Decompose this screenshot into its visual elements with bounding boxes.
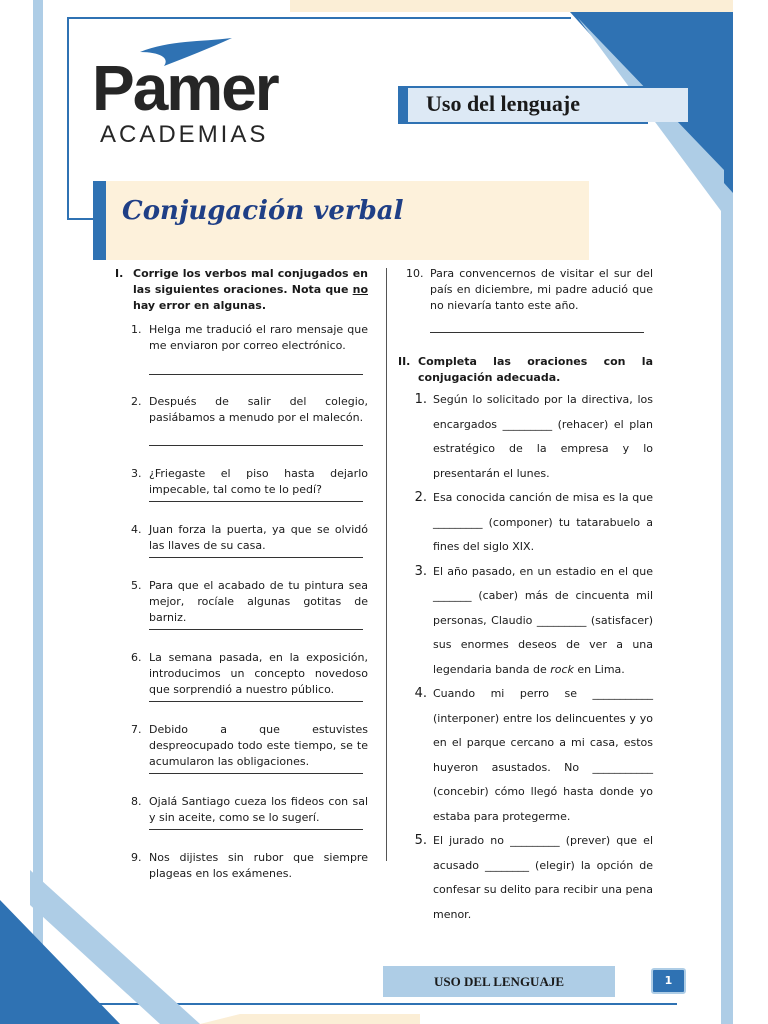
logo-wordmark: Pamer [92,52,278,124]
exercise-item: 7. Debido a que estuvistes despreocupado todo este tiempo, se te acumularon las obligaciones. [131,723,368,768]
exercise-item: 5. Para que el acabado de tu pintura sea mejor, rocíale algunas gotitas de barniz. [131,579,368,624]
exercise-item: 3. ¿Friegaste el piso hasta dejarlo impecable, tal como te lo pedí? [131,467,368,496]
bottom-decorative-band [200,1014,420,1024]
section-1-heading [115,266,368,314]
exercise-item: 10. Para convencernos de visitar el sur del país en diciembre, mi padre adució que no nievaría tanto este año. [406,267,653,312]
page-title: Conjugación verbal [122,196,404,226]
logo-tagline: ACADEMIAS [100,121,269,148]
exercise-item: 4. Juan forza la puerta, ya que se olvidó las llaves de su casa. [131,523,368,552]
title-accent-bar [93,181,106,260]
exercise-item: 9. Nos dijistes sin rubor que siempre plageas en los exámenes. [131,851,368,880]
fill-in-item: 2. Esa conocida canción de misa es la que _________ (componer) tu tatarabuelo a fines del siglo XIX. [414,490,653,553]
exercise-item: 2. Después de salir del colegio, pasiábamos a menudo por el malecón. [131,395,368,424]
fill-in-item: 5. El jurado no _________ (prever) que el acusado ________ (elegir) la opción de confesar su delito para recibir una pena menor. [414,833,653,921]
section-number: I. [115,267,124,280]
exercise-item: 1. Helga me tradució el raro mensaje que me enviaron por correo electrónico. [131,323,368,352]
fill-in-item: 4. Cuando mi perro se ___________ (interponer) entre los delincuentes y yo en el parque cercano a mi casa, estos huyeron asustados. No ___________ (concebir) cómo llegó hasta donde yo estaba para protegerme. [414,686,653,823]
exercise-item: 6. La semana pasada, en la exposición, introducimos un concepto novedoso que sorprendió a nuestro público. [131,651,368,696]
column-divider [386,268,387,861]
section-number: II. [398,355,411,368]
right-column [398,266,653,927]
section-2-heading [398,354,653,386]
section-instruction: Completa las oraciones con la conjugación adecuada. [418,355,653,384]
exercise-item: 8. Ojalá Santiago cueza los fideos con sal y sin aceite, como se lo sugerí. [131,795,368,824]
fill-in-item: 3. El año pasado, en un estadio en el que _______ (caber) más de cincuenta mil personas, Claudio _________ (satisfacer) sus enormes deseos de ver a una legendaria banda de rock en Lima. [414,563,653,676]
subject-header: Uso del lenguaje [408,88,688,122]
pamer-logo [92,38,292,148]
fill-in-item: 1. Según lo solicitado por la directiva, los encargados _________ (rehacer) el plan estratégico de la empresa y lo presentarán el lunes. [414,392,653,480]
footer-subject-label: USO DEL LENGUAJE [383,966,615,997]
left-column [115,266,368,882]
section-instruction: Corrige los verbos mal conjugados en las siguientes oraciones. Nota que no hay error en algunas. [133,267,368,312]
page-number: 1 [651,968,686,994]
